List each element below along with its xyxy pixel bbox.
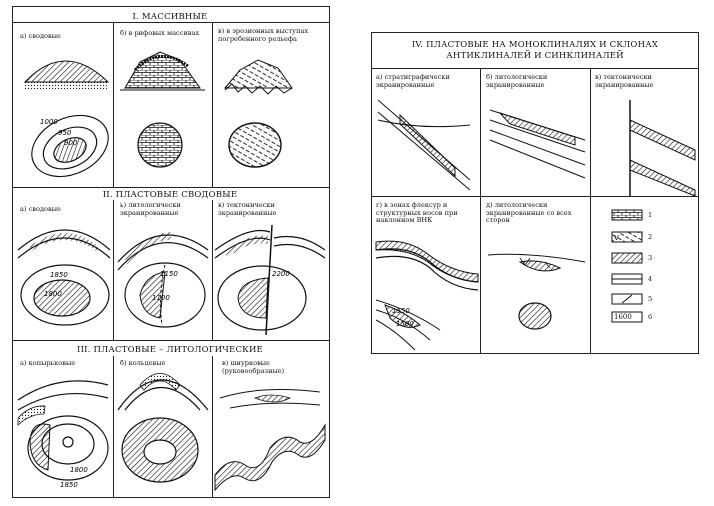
flexure-trap	[376, 241, 478, 282]
label-1c: в) в эрозионных выступах погребенного рельефа	[218, 27, 309, 43]
litho-trap	[500, 113, 575, 145]
legend	[612, 210, 642, 322]
contour-label: 1000	[40, 118, 58, 126]
erosion-massive	[225, 60, 292, 88]
label-4e: д) литологически экранированные со всех сторон	[486, 201, 572, 224]
section2-title: II. ПЛАСТОВЫЕ СВОДОВЫЕ	[102, 190, 238, 200]
legend-num-5: 5	[648, 295, 653, 303]
legend-num-6: 6	[648, 313, 653, 321]
oil-area	[238, 278, 268, 318]
label-4b: б) литологически экранированные	[486, 73, 548, 89]
contour-label: 1150	[160, 270, 178, 278]
contour-label: 1800	[70, 466, 88, 474]
contour-label: 1800	[44, 290, 62, 298]
svg-text:V: V	[614, 234, 619, 242]
shoestring	[215, 425, 325, 490]
label-2a: а) сводовые	[20, 205, 61, 213]
section1-title: I. МАССИВНЫЕ	[132, 12, 208, 22]
contour-label: 950	[58, 129, 72, 137]
erosion-plan	[229, 123, 281, 167]
label-4c: в) тектонически экранированные	[595, 73, 654, 89]
contour-label: 1500	[396, 320, 414, 328]
strat-trap	[400, 115, 455, 176]
section4-title: IV. ПЛАСТОВЫЕ НА МОНОКЛИНАЛЯХ И СКЛОНАХ АНТИКЛИНАЛЕЙ И СИНКЛИНАЛЕЙ	[411, 40, 659, 61]
label-2c: в) тектонически экранированные	[218, 201, 277, 217]
legend-num-3: 3	[648, 254, 653, 262]
reef-plan	[138, 123, 182, 167]
legend-num-2: 2	[648, 233, 653, 241]
label-1a: а) сводовые	[20, 32, 61, 40]
contour-label: 1850	[60, 481, 78, 489]
label-4a: а) стратиграфически экранированные	[376, 73, 450, 89]
label-3b: б) кольцевые	[120, 359, 166, 367]
label-1b: б) в рифовых массивах	[120, 29, 200, 37]
contour-label: 1100	[152, 294, 170, 302]
contour-label: 2200	[272, 270, 290, 278]
section3-title: III. ПЛАСТОВЫЕ – ЛИТОЛОГИЧЕСКИЕ	[77, 345, 263, 355]
oil-area	[34, 280, 90, 316]
legend-num-4: 4	[648, 275, 653, 283]
contour-label: 900	[64, 139, 78, 147]
lens-trap	[519, 303, 551, 329]
dome-base	[25, 82, 108, 90]
legend-symbol-6: 1600	[614, 313, 632, 321]
label-2b: ь) литологически экранированные	[120, 201, 181, 217]
contour-label: 1850	[50, 271, 68, 279]
label-3c: в) шнурковые (руковообразные)	[222, 359, 285, 375]
label-4d: г) в зонах флексур и структурных носов при наклонном ВНК	[376, 201, 458, 224]
legend-num-1: 1	[648, 211, 653, 219]
label-3a: а) копырьковые	[20, 359, 76, 367]
contour-label: 1550	[392, 307, 410, 315]
dome-massive	[25, 61, 108, 82]
